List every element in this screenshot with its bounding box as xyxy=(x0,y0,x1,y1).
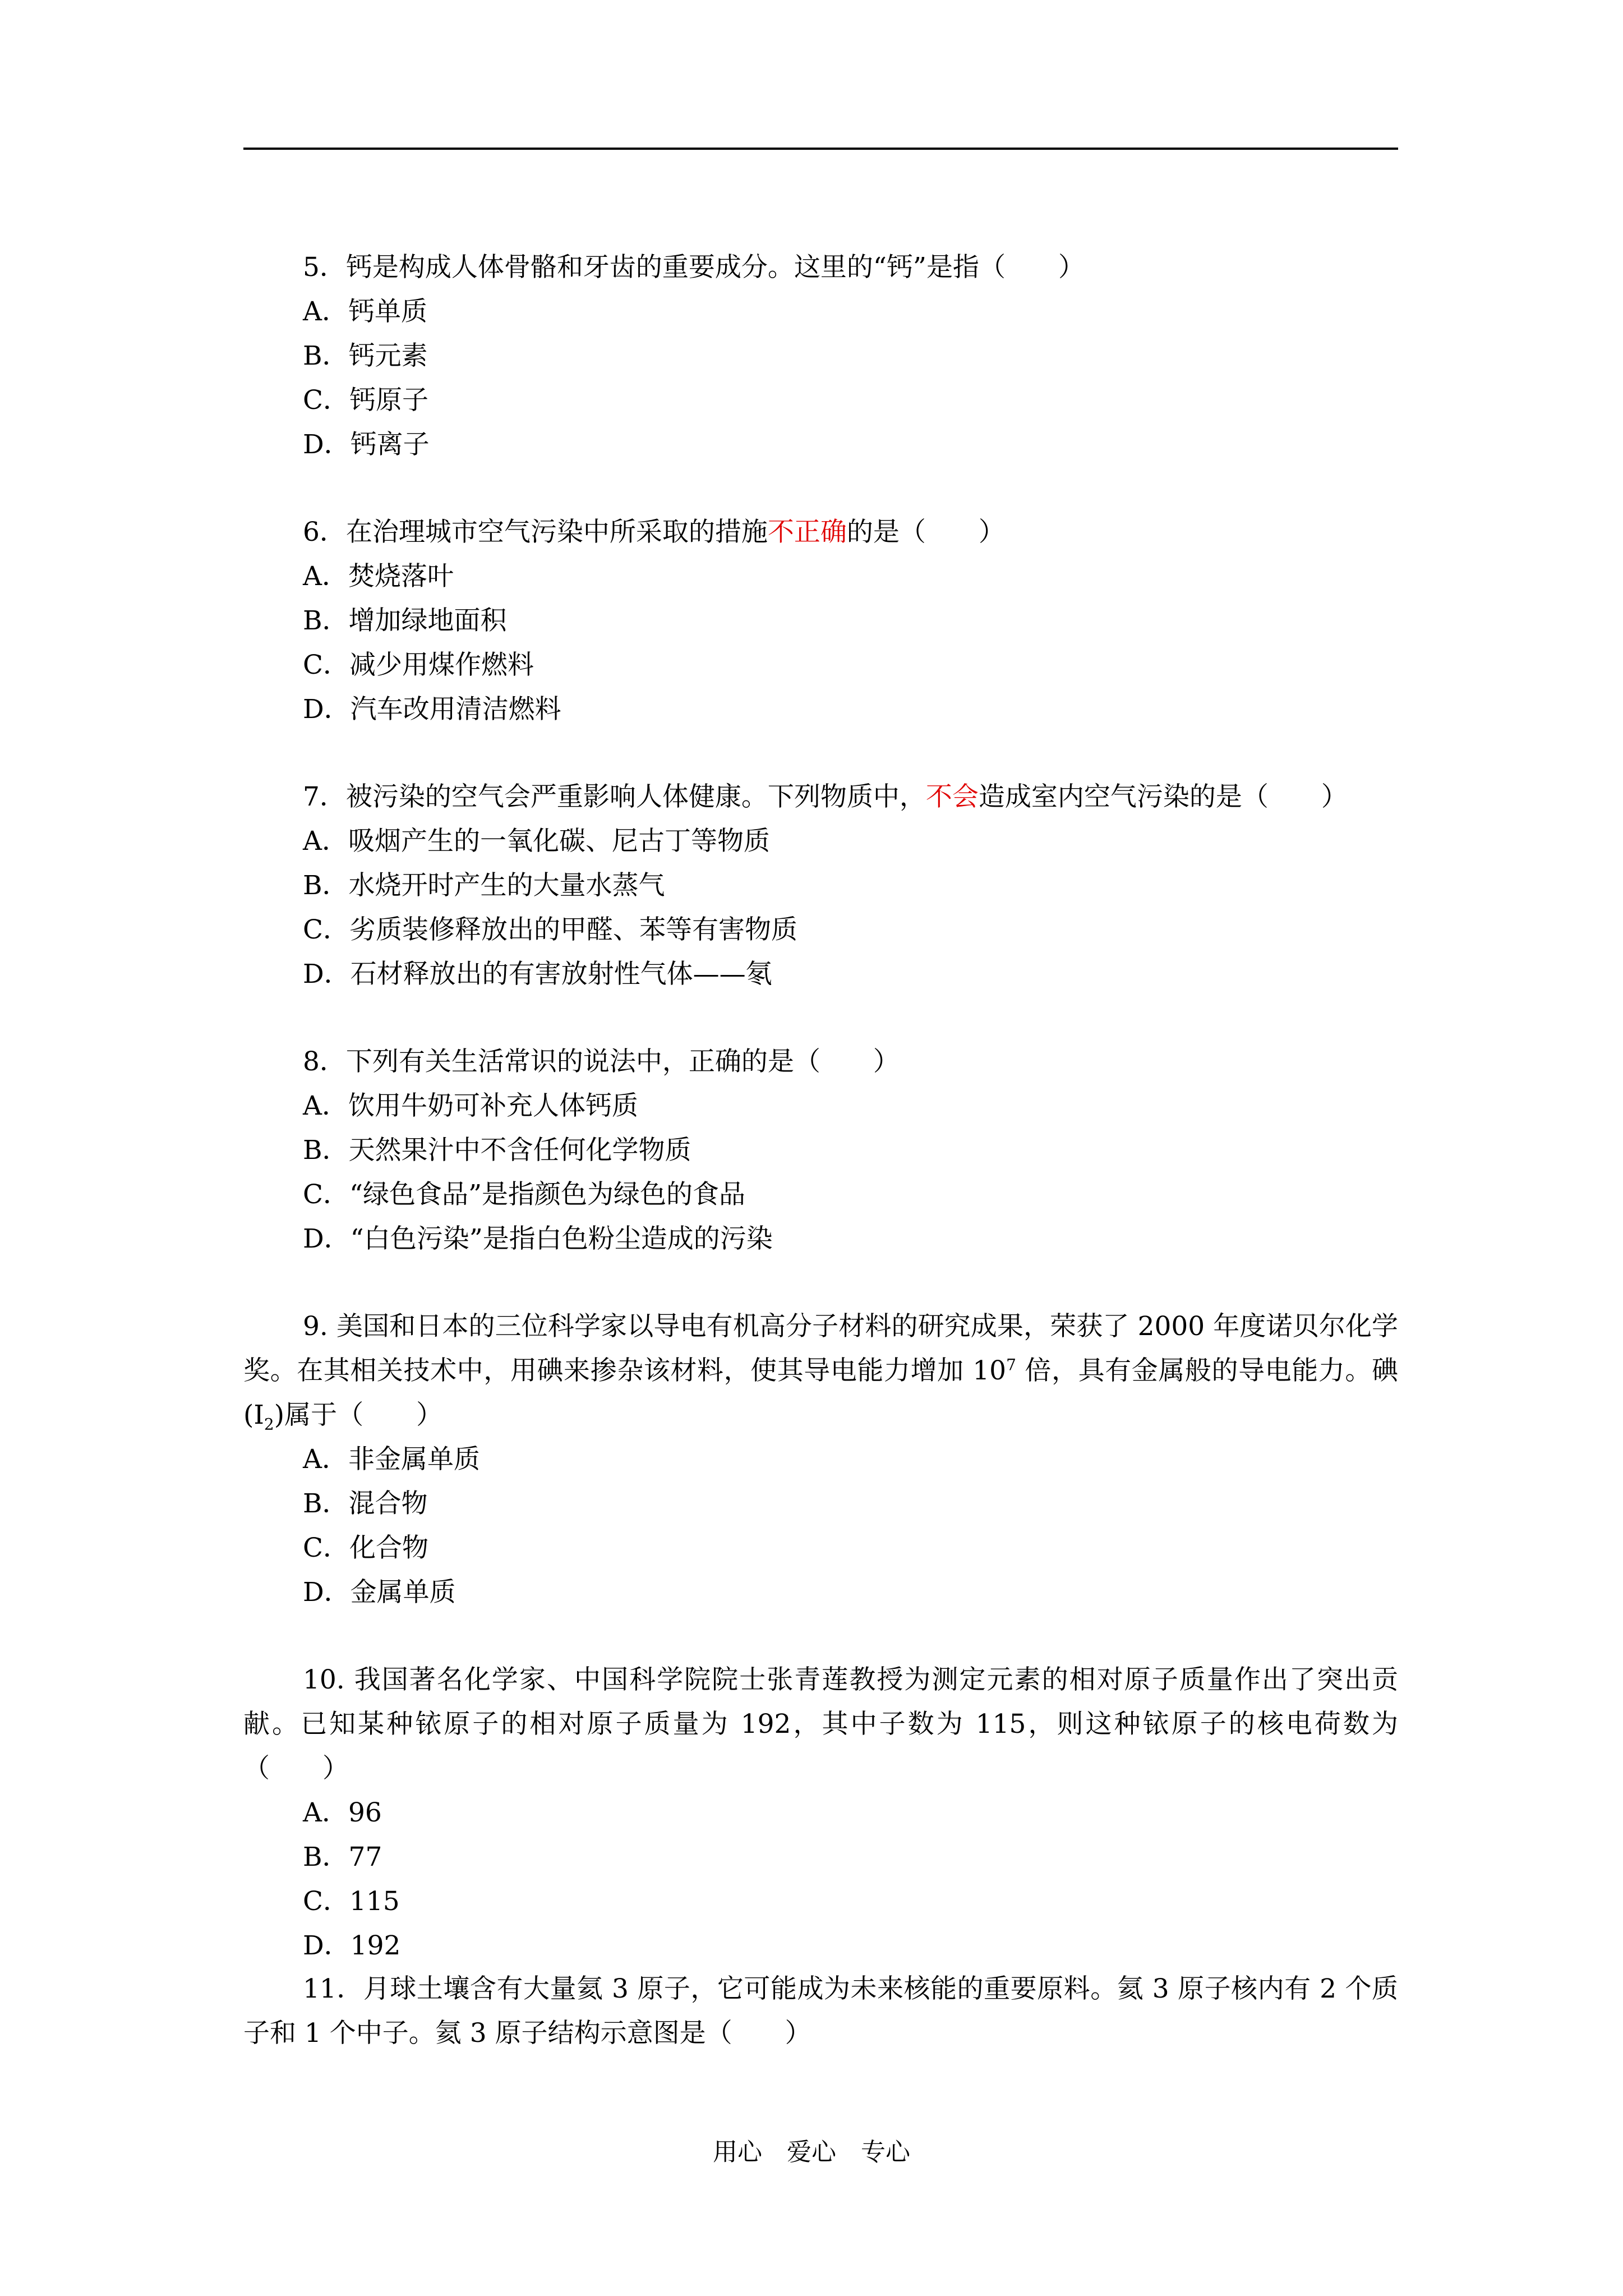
question-5-stem: 5．钙是构成人体骨骼和牙齿的重要成分。这里的“钙”是指（ ） xyxy=(303,252,1085,283)
question-8-option-b: B．天然果汁中不含任何化学物质 xyxy=(303,1135,691,1166)
question-8-option-c: C．“绿色食品”是指颜色为绿色的食品 xyxy=(303,1179,746,1210)
header-rule xyxy=(243,148,1398,150)
question-6 xyxy=(243,510,1398,731)
question-6-option-d: D．汽车改用清洁燃料 xyxy=(303,694,561,725)
question-7 xyxy=(243,775,1398,996)
question-9-option-c: C．化合物 xyxy=(303,1533,428,1563)
question-5-option-d: D．钙离子 xyxy=(303,429,430,460)
question-5-option-a: A．钙单质 xyxy=(303,296,427,327)
question-8 xyxy=(243,1039,1398,1261)
question-9-option-d: D．金属单质 xyxy=(303,1577,456,1608)
question-10-option-a: A．96 xyxy=(303,1797,382,1828)
question-5 xyxy=(243,245,1398,467)
question-11-stem: 11．月球土壤含有大量氦 3 原子，它可能成为未来核能的重要原料。氦 3 原子核内有 2 个质子和 1 个中子。氦 3 原子结构示意图是（ ） xyxy=(243,1973,1398,2049)
question-10-option-d: D．192 xyxy=(303,1930,401,1961)
question-7-option-a: A．吸烟产生的一氧化碳、尼古丁等物质 xyxy=(303,826,770,857)
question-6-option-c: C．减少用煤作燃料 xyxy=(303,650,534,680)
question-6-option-a: A．焚烧落叶 xyxy=(303,561,454,592)
question-8-stem: 8．下列有关生活常识的说法中，正确的是（ ） xyxy=(303,1046,900,1077)
question-9-option-a: A．非金属单质 xyxy=(303,1444,480,1475)
question-6-option-b: B．增加绿地面积 xyxy=(303,605,507,636)
question-6-stem: 6．在治理城市空气污染中所采取的措施不正确的是（ ） xyxy=(303,517,1005,547)
question-10 xyxy=(243,1658,1398,1968)
question-8-option-d: D．“白色污染”是指白色粉尘造成的污染 xyxy=(303,1223,773,1254)
question-10-option-b: B．77 xyxy=(303,1842,382,1872)
question-5-option-b: B．钙元素 xyxy=(303,341,428,371)
question-5-option-c: C．钙原子 xyxy=(303,385,428,416)
question-9-option-b: B．混合物 xyxy=(303,1488,428,1519)
page-footer: 用心 爱心 专心 xyxy=(713,2138,910,2166)
question-9-stem: 9. 美国和日本的三位科学家以导电有机高分子材料的研究成果，荣获了 2000 年度诺贝尔化学奖。在其相关技术中，用碘来掺杂该材料，使其导电能力增加 $10^7$ 倍，具有金属般的导电能力。碘$(I_2)$属于（ ） xyxy=(243,1311,1398,1434)
question-8-option-a: A．饮用牛奶可补充人体钙质 xyxy=(303,1091,638,1121)
question-7-stem: 7．被污染的空气会严重影响人体健康。下列物质中，不会造成室内空气污染的是（ ） xyxy=(303,781,1348,812)
question-10-option-c: C．115 xyxy=(303,1886,400,1917)
question-6-highlight: 不正确 xyxy=(767,517,847,547)
question-7-option-d: D．石材释放出的有害放射性气体——氡 xyxy=(303,959,772,990)
question-11 xyxy=(243,1967,1398,2055)
question-9 xyxy=(243,1304,1398,1614)
question-7-highlight: 不会 xyxy=(925,781,979,812)
question-7-option-c: C．劣质装修释放出的甲醛、苯等有害物质 xyxy=(303,914,797,945)
question-7-option-b: B．水烧开时产生的大量水蒸气 xyxy=(303,870,665,901)
question-10-stem: 10. 我国著名化学家、中国科学院院士张青莲教授为测定元素的相对原子质量作出了突出贡献。已知某种铱原子的相对原子质量为 192，其中子数为 115，则这种铱原子的核电荷数为（ ） xyxy=(243,1664,1398,1784)
